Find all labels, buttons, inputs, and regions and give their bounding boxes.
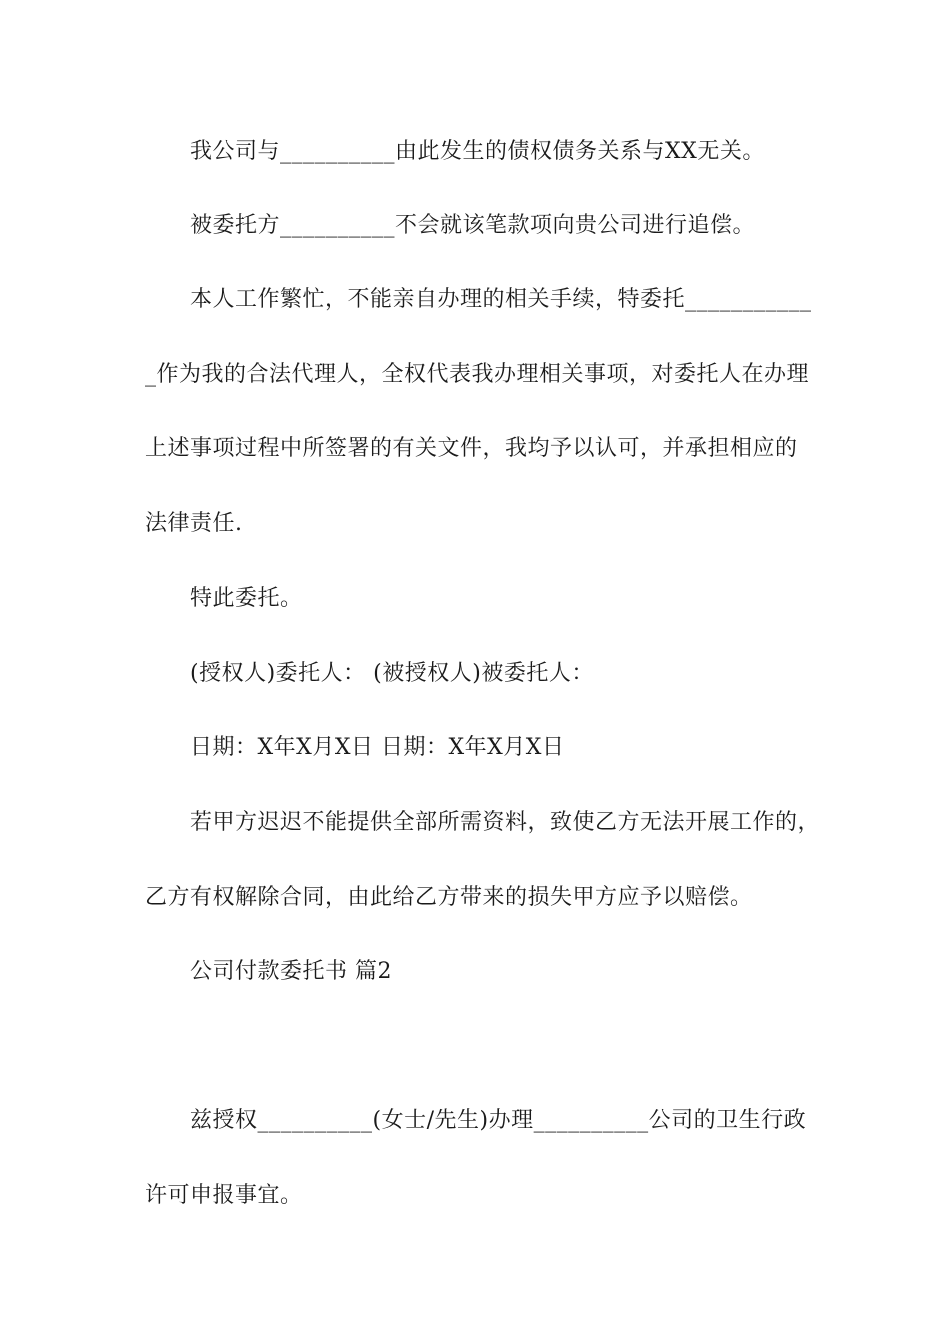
paragraph-line: 法律责任.: [145, 511, 243, 536]
date-line: 日期：X年X月X日 日期：X年X月X日: [190, 735, 565, 760]
paragraph-line: _作为我的合法代理人，全权代表我办理相关事项，对委托人在办理: [145, 362, 810, 387]
paragraph-line: 若甲方迟迟不能提供全部所需资料，致使乙方无法开展工作的，: [190, 810, 821, 835]
paragraph-line: 本人工作繁忙，不能亲自办理的相关手续，特委托___________: [190, 287, 812, 312]
paragraph-line: 特此委托。: [190, 586, 303, 611]
paragraph-line: 被委托方__________不会就该笔款项向贵公司进行追偿。: [190, 213, 756, 238]
paragraph-line: 许可申报事宜。: [145, 1183, 303, 1208]
signature-line: (授权人)委托人： (被授权人)被委托人：: [190, 661, 594, 686]
paragraph-line: 我公司与__________由此发生的债权债务关系与XX无关。: [190, 139, 765, 164]
paragraph-line: 上述事项过程中所签署的有关文件，我均予以认可，并承担相应的: [145, 436, 798, 461]
section-heading: 公司付款委托书 篇2: [190, 959, 392, 984]
paragraph-line: 兹授权__________(女士/先生)办理__________公司的卫生行政: [190, 1108, 807, 1133]
paragraph-line: 乙方有权解除合同，由此给乙方带来的损失甲方应予以赔偿。: [145, 885, 753, 910]
